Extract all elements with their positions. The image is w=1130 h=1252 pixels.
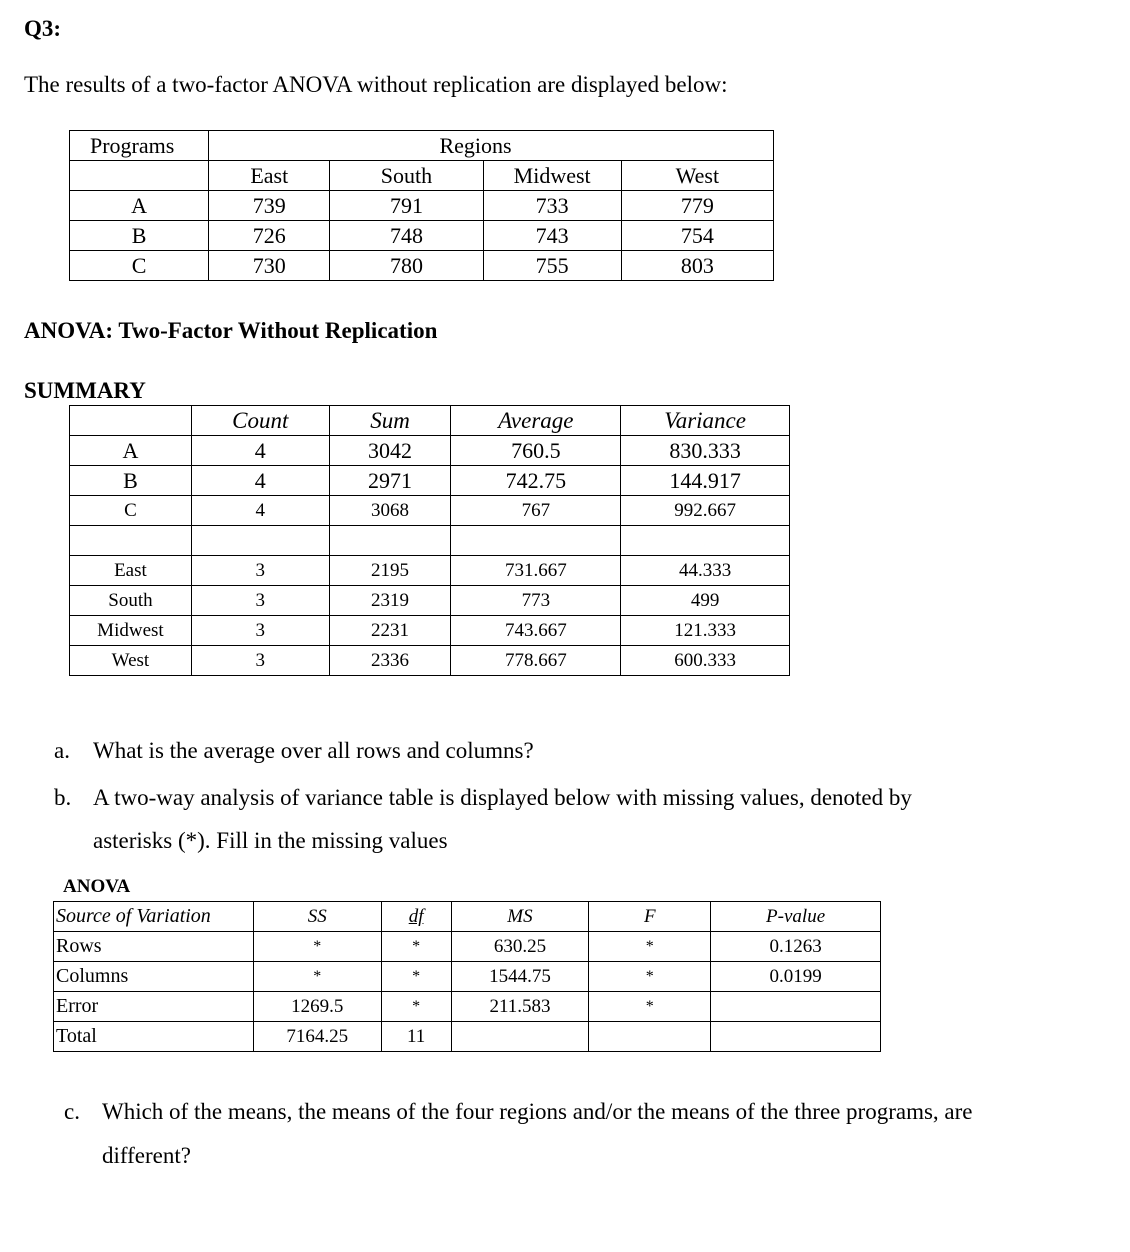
empty-row xyxy=(70,526,790,556)
column-header: Variance xyxy=(621,406,790,436)
question-b xyxy=(54,785,912,811)
region-header: East xyxy=(209,161,330,191)
cell: 499 xyxy=(621,586,790,616)
table-row xyxy=(54,932,881,962)
cell: 755 xyxy=(483,251,621,281)
table-row xyxy=(70,191,774,221)
cell: 7164.25 xyxy=(253,1022,381,1052)
table-row xyxy=(70,646,790,676)
data-table xyxy=(69,130,774,281)
regions-label: Regions xyxy=(330,131,621,161)
anova-heading: ANOVA xyxy=(63,876,131,897)
cell: 3 xyxy=(191,616,329,646)
question-b-label: b. xyxy=(54,785,72,810)
table-row xyxy=(70,496,790,526)
summary-header-row xyxy=(70,406,790,436)
row-label: C xyxy=(70,496,192,526)
column-header: P-value xyxy=(711,902,881,932)
cell: 3 xyxy=(191,556,329,586)
table-row xyxy=(70,586,790,616)
column-header: SS xyxy=(253,902,381,932)
cell: 754 xyxy=(621,221,773,251)
cell: 730 xyxy=(209,251,330,281)
column-header: F xyxy=(589,902,711,932)
cell xyxy=(589,1022,711,1052)
cell: * xyxy=(253,962,381,992)
column-header: df xyxy=(381,902,451,932)
row-label: East xyxy=(70,556,192,586)
cell: 600.333 xyxy=(621,646,790,676)
cell: 3 xyxy=(191,586,329,616)
row-label: West xyxy=(70,646,192,676)
column-header: Average xyxy=(451,406,621,436)
row-label: South xyxy=(70,586,192,616)
table-row xyxy=(70,221,774,251)
cell: 2971 xyxy=(329,466,451,496)
intro-text: The results of a two-factor ANOVA without replication are displayed below: xyxy=(24,72,728,97)
column-header: Sum xyxy=(329,406,451,436)
question-c-text-line2: different? xyxy=(102,1143,191,1168)
anova-two-factor-heading: ANOVA: Two-Factor Without Replication xyxy=(24,318,438,343)
cell: 1269.5 xyxy=(253,992,381,1022)
cell xyxy=(711,1022,881,1052)
table-row xyxy=(70,436,790,466)
cell: 3068 xyxy=(329,496,451,526)
data-header-row xyxy=(70,131,774,161)
summary-heading: SUMMARY xyxy=(24,378,146,403)
row-label: Midwest xyxy=(70,616,192,646)
table-row xyxy=(54,992,881,1022)
cell: 742.75 xyxy=(451,466,621,496)
source-label: Total xyxy=(54,1022,254,1052)
question-c-label: c. xyxy=(64,1099,80,1124)
cell: 733 xyxy=(483,191,621,221)
cell: 2336 xyxy=(329,646,451,676)
table-row xyxy=(70,616,790,646)
program-label: A xyxy=(70,191,209,221)
cell: 743 xyxy=(483,221,621,251)
cell: 779 xyxy=(621,191,773,221)
table-row xyxy=(70,466,790,496)
cell: 2319 xyxy=(329,586,451,616)
table-row xyxy=(70,251,774,281)
question-b-text-line1: A two-way analysis of variance table is displayed below with missing values, denoted by xyxy=(93,785,912,810)
cell: 211.583 xyxy=(451,992,589,1022)
question-b-text-line2: asterisks (*). Fill in the missing values xyxy=(93,828,448,853)
cell: * xyxy=(589,962,711,992)
cell xyxy=(711,992,881,1022)
table-row xyxy=(54,962,881,992)
summary-table xyxy=(69,405,790,676)
cell: 44.333 xyxy=(621,556,790,586)
table-row xyxy=(70,556,790,586)
region-header: Midwest xyxy=(483,161,621,191)
cell: 780 xyxy=(330,251,483,281)
table-row xyxy=(54,1022,881,1052)
cell: * xyxy=(253,932,381,962)
column-header: Count xyxy=(191,406,329,436)
question-c-text-line1: Which of the means, the means of the four regions and/or the means of the three programs, are xyxy=(102,1099,973,1124)
cell: * xyxy=(589,932,711,962)
cell: 748 xyxy=(330,221,483,251)
cell: 760.5 xyxy=(451,436,621,466)
program-label: B xyxy=(70,221,209,251)
anova-header-row xyxy=(54,902,881,932)
source-label: Columns xyxy=(54,962,254,992)
column-header: Source of Variation xyxy=(54,902,254,932)
cell: 2195 xyxy=(329,556,451,586)
cell: 1544.75 xyxy=(451,962,589,992)
question-a xyxy=(54,738,534,764)
cell: 726 xyxy=(209,221,330,251)
cell: 803 xyxy=(621,251,773,281)
cell: * xyxy=(381,962,451,992)
cell xyxy=(451,1022,589,1052)
region-header: West xyxy=(621,161,773,191)
cell: 778.667 xyxy=(451,646,621,676)
region-header-row xyxy=(70,161,774,191)
question-a-text: What is the average over all rows and columns? xyxy=(93,738,534,763)
cell: 144.917 xyxy=(621,466,790,496)
cell: 743.667 xyxy=(451,616,621,646)
column-header: MS xyxy=(451,902,589,932)
cell: 121.333 xyxy=(621,616,790,646)
cell: 3042 xyxy=(329,436,451,466)
cell: 630.25 xyxy=(451,932,589,962)
cell: 3 xyxy=(191,646,329,676)
cell: 992.667 xyxy=(621,496,790,526)
cell: 791 xyxy=(330,191,483,221)
row-label: A xyxy=(70,436,192,466)
cell: 4 xyxy=(191,436,329,466)
region-header: South xyxy=(330,161,483,191)
cell: * xyxy=(381,992,451,1022)
cell: 773 xyxy=(451,586,621,616)
cell: 2231 xyxy=(329,616,451,646)
cell: 11 xyxy=(381,1022,451,1052)
cell: 731.667 xyxy=(451,556,621,586)
row-label: B xyxy=(70,466,192,496)
cell: 0.0199 xyxy=(711,962,881,992)
anova-table xyxy=(53,901,881,1052)
question-a-label: a. xyxy=(54,738,70,763)
programs-label: Programs xyxy=(70,131,209,161)
cell: 830.333 xyxy=(621,436,790,466)
cell: 767 xyxy=(451,496,621,526)
cell: 0.1263 xyxy=(711,932,881,962)
cell: 4 xyxy=(191,496,329,526)
source-label: Rows xyxy=(54,932,254,962)
cell: * xyxy=(589,992,711,1022)
question-title: Q3: xyxy=(24,16,62,41)
question-c xyxy=(64,1099,1094,1125)
cell: 4 xyxy=(191,466,329,496)
source-label: Error xyxy=(54,992,254,1022)
cell: 739 xyxy=(209,191,330,221)
cell: * xyxy=(381,932,451,962)
program-label: C xyxy=(70,251,209,281)
